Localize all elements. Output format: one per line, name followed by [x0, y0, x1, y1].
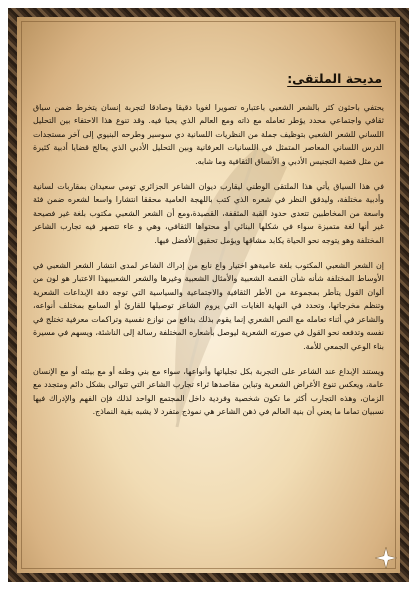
paragraph: إن الشعر الشعبي المكتوب بلغة عاميةهو اختيار واع نابع من إدراك الشاعر لمدى انتشار الشعر الشعبي في الأوساط المختلفة شأنه شأن القصة الشعبية والأمثال الشعبية وغيرها والشعر الشعبيبهذا الاعتبار هو لون من ألوان القول يتأطر بمجموعة من الأطر الثقافية والاجتماعية والسياسية التي توجه دفة الإبداعات الشعرية وتنظم مخرجاتها، وتحدد في النهاية الغايات التي يروم الشاعر توصيلها للقارئ أو السامع بمختلف أنواعه، والشاعر في أثناء تعامله مع النص الشعري إنما يقوم بذلك بدافع من نوازع نفسية وتراكمات معرفية تختلج في نفسه وتدفعه نحو القول في صورته الشعرية ليوصل بأشعاره المختلفة رسالة إلى الناشئة، ويسهم في مسيرة بناء الوعي الجمعي للأمة.	[33, 261, 384, 351]
paragraph: يحتفي باحثون كثر بالشعر الشعبي باعتباره تصويرا لغويا دقيقا وصادقا لتجربة إنسان يتخرط ضمن سياق ثقافي واجتماعي محدد يؤطر تعامله مع ذاته ومع العالم الذي يحيا فيه. وقد تنوع هذا الاحتفاء بين التحليل اللساني للشعر الشعبي بتوظيف جملة من النظريات اللسانية دي سوسير وطرحه البنيوي إلى آخر مستجدات الدرس اللساني المعاصر المتمثل في اللسانيات العرفانية وبين التحليل الأدبي الذي يعالج قضايا أدبية كثيرة من مثل قضية التجنيس الأدبي و الأنساق الثقافية وما شابه.	[33, 103, 384, 166]
page-frame	[8, 8, 409, 582]
article-body	[33, 101, 384, 431]
paragraph: في هذا السياق يأتي هذا الملتقى الوطني ليقارب ديوان الشاعر الجزائري تومي سعيدان بمقاربات لسانية وأدبية مختلفة، وليدقق النظر في شعره الذي كتب باللهجة العامية محققا انتشارا واسعا لشعره ضمن فئة واسعة من المخاطبين تتعدى حدود القبة المثقفة، القصيدة،ومع أن الشعر الشعبي مكتوب بلغة غير فصيحة غير أنها لغة متميزة سواء في شكلها البنائي أو محتواها الثقافي، وهي و عاء تتصهر فيه تجارب الشاعر المختلفة وهو يتوجه نحو الحياة يكابد مشاقها ويؤمل تحقيق الأفضل فيها.	[33, 182, 384, 245]
star-ornament-icon	[375, 547, 397, 569]
page-title: مديحة الملتقى:	[287, 71, 382, 86]
paragraph: ويستند الإبداع عند الشاعر على التجربة بكل تجلياتها وأنواعها، سواء مع بني وطنه أو مع بيئته أو مع الإنسان عامة، ويعكس تنوع الأغراض الشعرية وتباين مقاصدها ثراء تجارب الشاعر التي تتوالى بشكل دائم ومتجدد مع الزمان، وهذه التجارب أكثر ما تكون شخصية وفردية داخل المجتمع الواحد لذلك فإن الفهم والإدراك فيها نسبيان تماما ما يعني أن بنية العالم في ذهن الشاعر هي نموذج متفرد لا يشبه بقية النماذج.	[33, 366, 384, 417]
